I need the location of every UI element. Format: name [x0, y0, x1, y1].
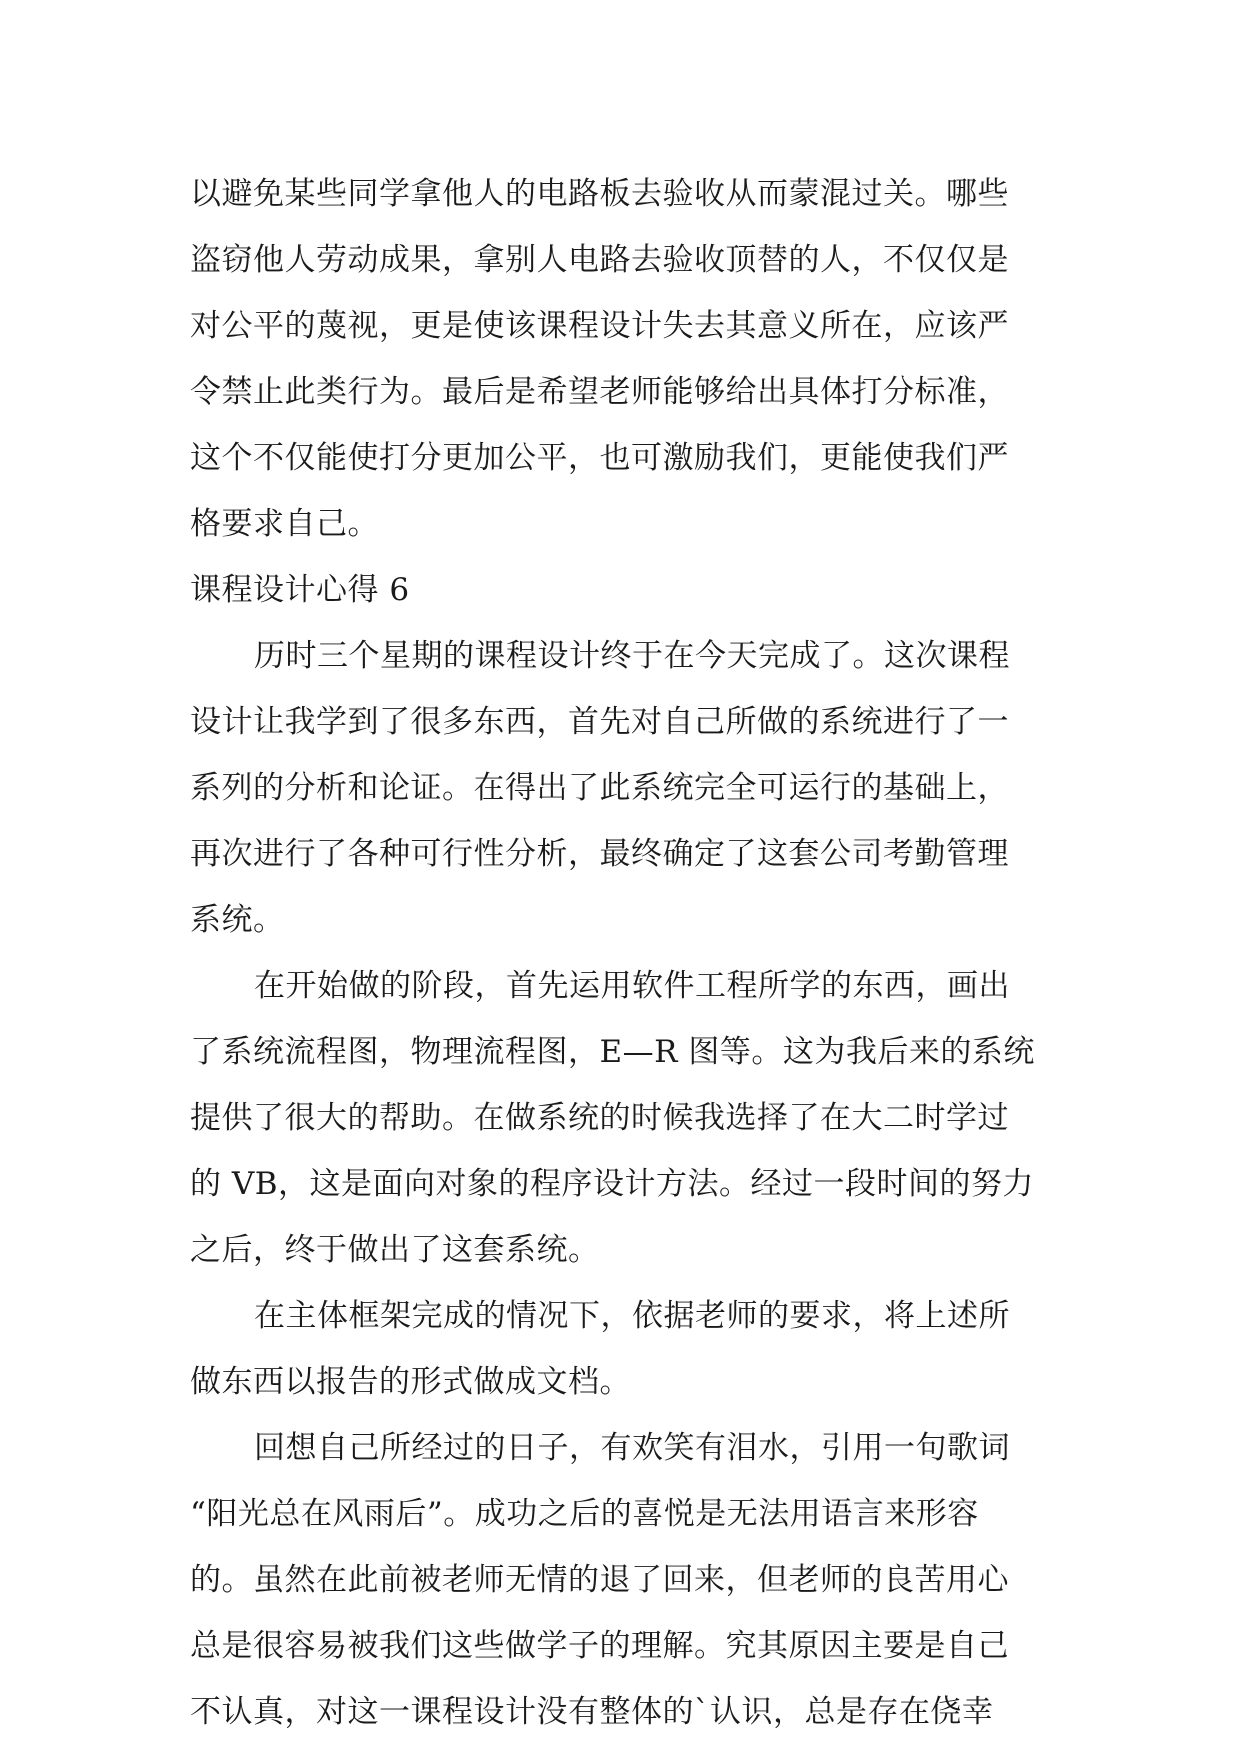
paragraph: [190, 1415, 1050, 1745]
text-line: “阳光总在风雨后”。成功之后的喜悦是无法用语言来形容: [190, 1496, 979, 1532]
paragraph: [190, 1283, 1050, 1415]
text-line: 以避免某些同学拿他人的电路板去验收从而蒙混过关。哪些: [190, 176, 1009, 212]
text-line: 总是很容易被我们这些做学子的理解。究其原因主要是自己: [190, 1628, 1009, 1664]
text-line: 设计让我学到了很多东西，首先对自己所做的系统进行了一: [190, 704, 1009, 740]
text-line: 做东西以报告的形式做成文档。: [190, 1364, 631, 1400]
text-line: 提供了很大的帮助。在做系统的时候我选择了在大二时学过: [190, 1100, 1009, 1136]
text-line: 再次进行了各种可行性分析，最终确定了这套公司考勤管理: [190, 836, 1009, 872]
section-heading: 课程设计心得 6: [190, 572, 410, 608]
text-line: 对公平的蔑视，更是使该课程设计失去其意义所在，应该严: [190, 308, 1009, 344]
text-line: 在主体框架完成的情况下，依据老师的要求，将上述所: [254, 1298, 1010, 1334]
text-line: 之后，终于做出了这套系统。: [190, 1232, 600, 1268]
document-body: [190, 161, 1050, 1745]
text-line: 盗窃他人劳动成果，拿别人电路去验收顶替的人，不仅仅是: [190, 242, 1009, 278]
paragraph: [190, 953, 1050, 1283]
text-line: 在开始做的阶段，首先运用软件工程所学的东西，画出: [254, 968, 1010, 1004]
paragraph: [190, 623, 1050, 953]
text-line: 令禁止此类行为。最后是希望老师能够给出具体打分标准，: [190, 374, 1009, 410]
text-line: 历时三个星期的课程设计终于在今天完成了。这次课程: [254, 638, 1010, 674]
text-line: 的 VB，这是面向对象的程序设计方法。经过一段时间的努力: [190, 1166, 1035, 1202]
text-line: 了系统流程图，物理流程图，E—R 图等。这为我后来的系统: [190, 1034, 1035, 1070]
text-line: 的。虽然在此前被老师无情的退了回来，但老师的良苦用心: [190, 1562, 1009, 1598]
text-line: 系统。: [190, 902, 285, 938]
text-line: 格要求自己。: [190, 506, 379, 542]
text-line: 不认真，对这一课程设计没有整体的`认识，总是存在侥幸: [190, 1694, 994, 1730]
text-line: 系列的分析和论证。在得出了此系统完全可运行的基础上，: [190, 770, 1009, 806]
text-line: 这个不仅能使打分更加公平，也可激励我们，更能使我们严: [190, 440, 1009, 476]
paragraph: [190, 161, 1050, 557]
text-line: 回想自己所经过的日子，有欢笑有泪水，引用一句歌词: [254, 1430, 1010, 1466]
